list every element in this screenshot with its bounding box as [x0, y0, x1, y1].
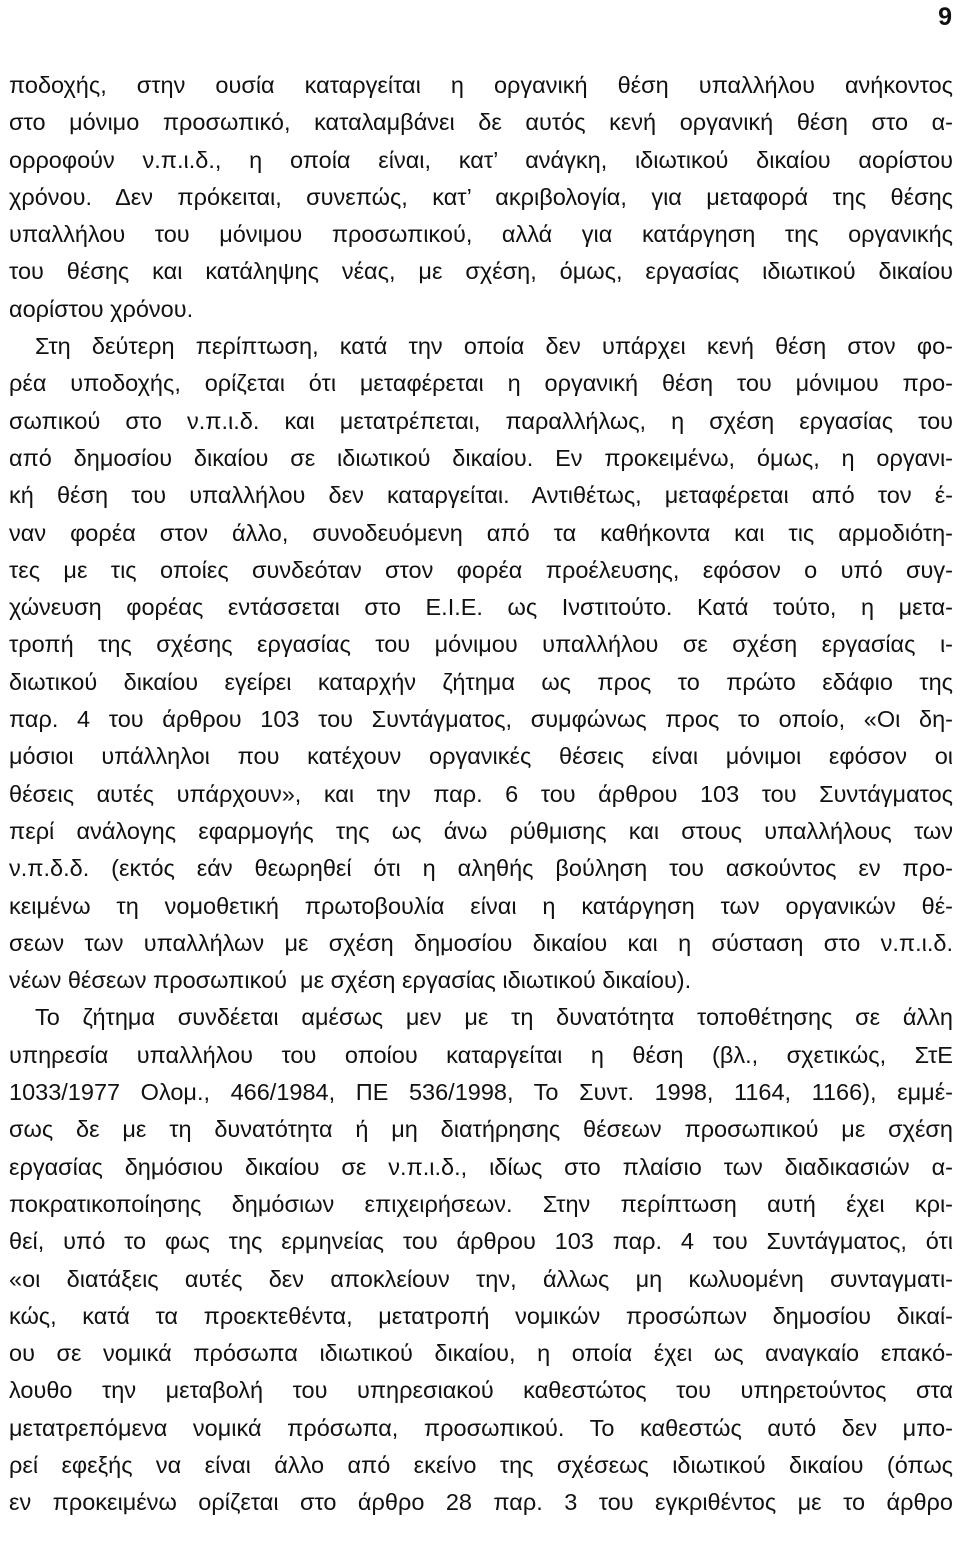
text-line: υπαλλήλου του μόνιμου προσωπικού, αλλά για κατάργηση της οργανικής	[9, 221, 953, 248]
text-line: αορίστου χρόνου.	[9, 295, 194, 322]
text-line: μόσιοι υπάλληλοι που κατέχουν οργανικές θέσεις είναι μόνιμοι εφόσον οι	[9, 743, 953, 770]
text-line: ν.π.δ.δ. (εκτός εάν θεωρηθεί ότι η αληθής βούληση του ασκούντος εν προ-	[9, 855, 953, 882]
text-line: λουθο την μεταβολή του υπηρεσιακού καθεστώτος του υπηρετούντος στα	[9, 1377, 953, 1404]
text-line: σως δε με τη δυνατότητα ή μη διατήρησης θέσεων προσωπικού με σχέση	[9, 1116, 953, 1143]
text-line: τες με τις οποίες συνδεόταν στον φορέα προέλευσης, εφόσον ο υπό συγ-	[9, 556, 953, 583]
text-line: στο μόνιμο προσωπικό, καταλαμβάνει δε αυτός κενή οργανική θέση στο α-	[9, 109, 953, 136]
text-line: τροπή της σχέσης εργασίας του μόνιμου υπαλλήλου σε σχέση εργασίας ι-	[9, 631, 953, 658]
text-line: περί ανάλογης εφαρμογής της ως άνω ρύθμισης και στους υπαλλήλους των	[9, 817, 953, 844]
text-line: ρέα υποδοχής, ορίζεται ότι μεταφέρεται η οργανική θέση του μόνιμου προ-	[9, 370, 953, 397]
text-line: θεί, υπό το φως της ερμηνείας του άρθρου 103 παρ. 4 του Συντάγματος, ότι	[9, 1228, 953, 1255]
text-line: από δημοσίου δικαίου σε ιδιωτικού δικαίου. Εν προκειμένω, όμως, η οργανι-	[9, 444, 953, 471]
text-line: του θέσης και κατάληψης νέας, με σχέση, όμως, εργασίας ιδιωτικού δικαίου	[9, 258, 953, 285]
text-line: ορροφούν ν.π.ι.δ., η οποία είναι, κατ’ ανάγκη, ιδιωτικού δικαίου αορίστου	[9, 146, 953, 173]
text-line: κειμένω τη νομοθετική πρωτοβουλία είναι η κατάργηση των οργανικών θέ-	[9, 892, 953, 919]
text-line: ου σε νομικά πρόσωπα ιδιωτικού δικαίου, η οποία έχει ως αναγκαίο επακό-	[9, 1340, 953, 1367]
text-line: θέσεις αυτές υπάρχουν», και την παρ. 6 του άρθρου 103 του Συντάγματος	[9, 780, 953, 807]
text-line: κή θέση του υπαλλήλου δεν καταργείται. Αντιθέτως, μεταφέρεται από τον έ-	[9, 482, 953, 509]
text-line: ποκρατικοποίησης δημόσιων επιχειρήσεων. Στην περίπτωση αυτή έχει κρι-	[9, 1190, 953, 1217]
text-line: σεων των υπαλλήλων με σχέση δημοσίου δικαίου και η σύσταση στο ν.π.ι.δ.	[9, 929, 953, 956]
text-line: «οι διατάξεις αυτές δεν αποκλείουν την, άλλως μη κωλυομένη συνταγματι-	[9, 1265, 953, 1292]
text-line: 1033/1977 Ολομ., 466/1984, ΠΕ 536/1998, Το Συντ. 1998, 1164, 1166), εμμέ-	[9, 1079, 953, 1106]
text-line: σωπικού στο ν.π.ι.δ. και μετατρέπεται, παραλλήλως, η σχέση εργασίας του	[9, 407, 953, 434]
body-text	[9, 67, 953, 1522]
text-line: Το ζήτημα συνδέεται αμέσως μεν με τη δυνατότητα τοποθέτησης σε άλλη	[35, 1004, 953, 1031]
text-line: κώς, κατά τα προεκτεθέντα, μετατροπή νομικών προσώπων δημοσίου δικαί-	[9, 1302, 953, 1329]
text-line: μετατρεπόμενα νομικά πρόσωπα, προσωπικού. Το καθεστώς αυτό δεν μπο-	[9, 1414, 953, 1441]
text-line: ναν φορέα στον άλλο, συνοδευόμενη από τα καθήκοντα και τις αρμοδιότη-	[9, 519, 953, 546]
text-line: ποδοχής, στην ουσία καταργείται η οργανική θέση υπαλλήλου ανήκοντος	[9, 72, 953, 98]
text-line: χώνευση φορέας εντάσσεται στο Ε.Ι.Ε. ως Ινστιτούτο. Κατά τούτο, η μετα-	[9, 594, 953, 621]
text-line: νέων θέσεων προσωπικού με σχέση εργασίας ιδιωτικού δικαίου).	[9, 967, 692, 994]
text-line: εργασίας δημόσιου δικαίου σε ν.π.ι.δ., ιδίως στο πλαίσιο των διαδικασιών α-	[9, 1153, 953, 1180]
text-line: υπηρεσία υπαλλήλου του οποίου καταργείται η θέση (βλ., σχετικώς, ΣτΕ	[9, 1041, 953, 1068]
text-line: ρεί εφεξής να είναι άλλο από εκείνο της σχέσεως ιδιωτικού δικαίου (όπως	[9, 1451, 953, 1478]
text-line: παρ. 4 του άρθρου 103 του Συντάγματος, συμφώνως προς το οποίο, «Οι δη-	[9, 706, 953, 733]
text-line: χρόνου. Δεν πρόκειται, συνεπώς, κατ’ ακριβολογία, για μεταφορά της θέσης	[9, 183, 953, 210]
text-line: εν προκειμένω ορίζεται στο άρθρο 28 παρ. 3 του εγκριθέντος με το άρθρο	[9, 1489, 953, 1516]
text-line: Στη δεύτερη περίπτωση, κατά την οποία δεν υπάρχει κενή θέση στον φο-	[35, 333, 953, 360]
page-number: 9	[938, 3, 952, 31]
text-line: διωτικού δικαίου εγείρει καταρχήν ζήτημα ως προς το πρώτο εδάφιο της	[9, 668, 953, 695]
